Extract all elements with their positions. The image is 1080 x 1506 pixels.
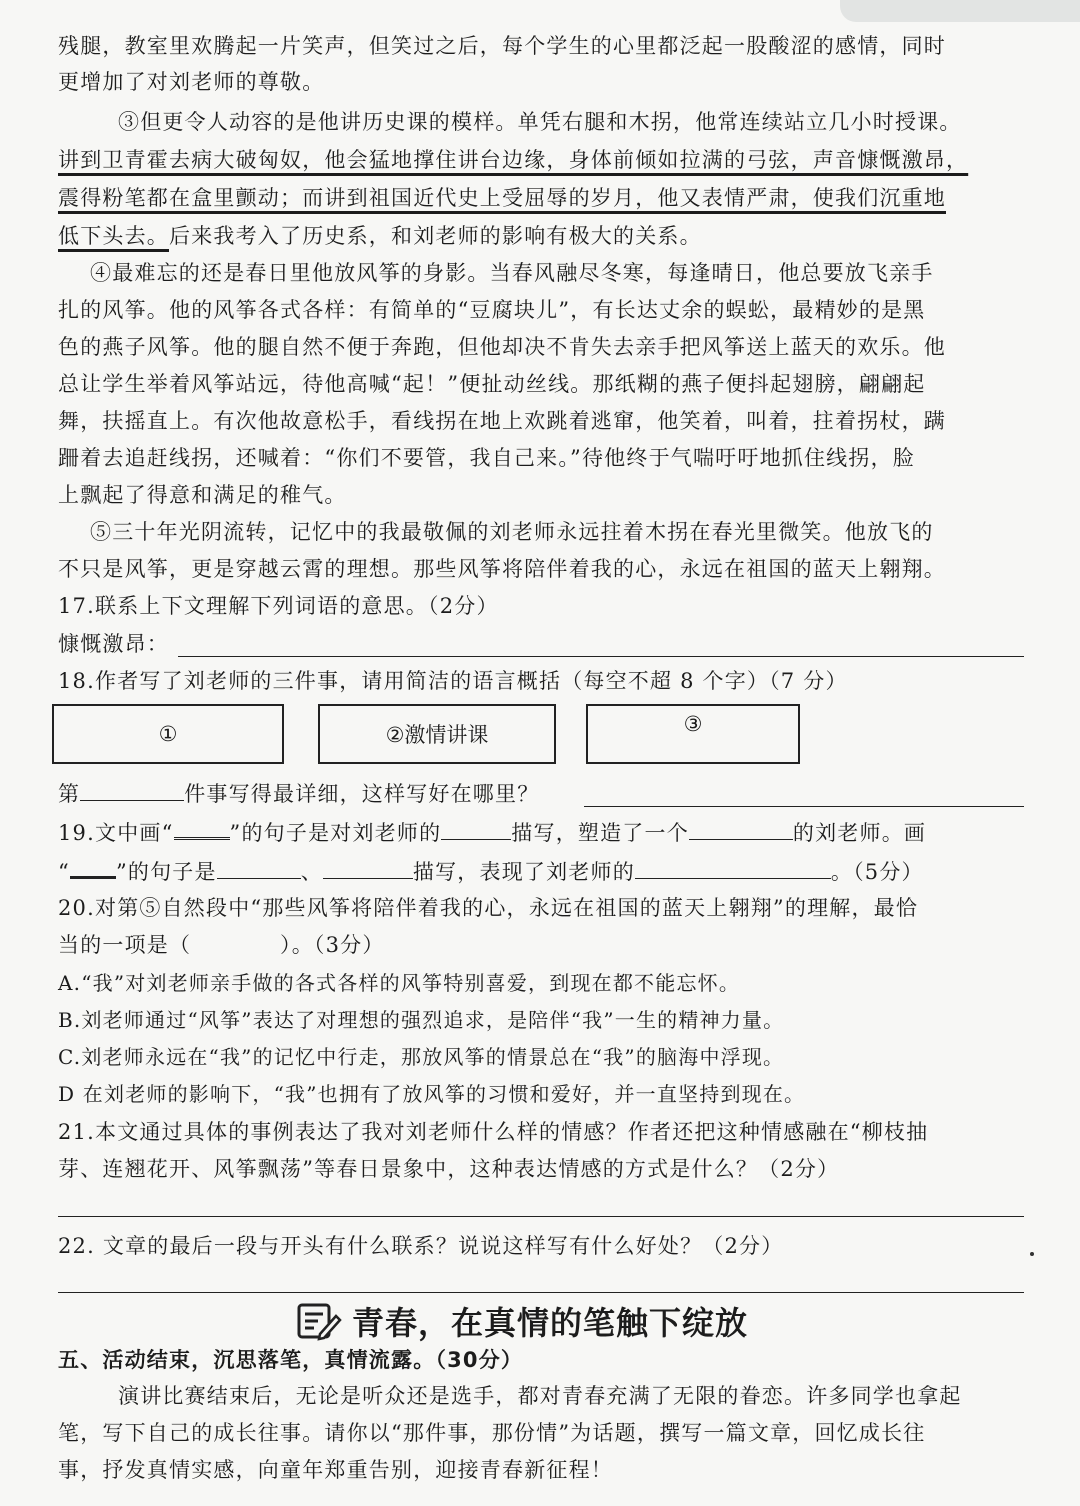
question-22: 22. 文章的最后一段与开头有什么联系？说说这样写有什么好处？（2分） [58, 1234, 784, 1258]
q19-text: 描写，表现了刘老师的 [412, 860, 635, 884]
q22-answer-line[interactable] [58, 1292, 1024, 1293]
passage-line: 更增加了对刘老师的尊敬。 [58, 70, 325, 94]
question-21: 21.本文通过具体的事例表达了我对刘老师什么样的情感？作者还把这种情感融在“柳枝抽 [58, 1120, 929, 1144]
stray-mark [1030, 1252, 1034, 1256]
q19-blank-1[interactable] [441, 819, 511, 840]
q18-answer-box-1[interactable] [52, 704, 284, 764]
passage-line: 色的燕子风筝。他的腿自然不便于奔跑，但他却决不肯失去亲手把风筝送上蓝天的欢乐。他 [58, 335, 946, 359]
option-c[interactable]: C.刘老师永远在“我”的记忆中行走，那放风筝的情景总在“我”的脑海中浮现。 [58, 1045, 785, 1069]
q18-answer-box-2[interactable] [318, 704, 556, 764]
underlined-sentence: 低下头去。 [58, 224, 169, 248]
q18b-text: 件事写得最详细，这样写好在哪里？ [184, 782, 540, 806]
prompt-line: 演讲比赛结束后，无论是听众还是选手，都对青春充满了无限的眷恋。许多同学也拿起 [118, 1384, 962, 1408]
passage-line: 跚着去追赶线拐，还喊着：“你们不要管，我自己来。”待他终于气喘吁吁地抓住线拐，脸 [58, 446, 915, 470]
question-17: 17.联系上下文理解下列词语的意思。（2分） [58, 594, 499, 618]
question-18: 18.作者写了刘老师的三件事，请用简洁的语言概括（每空不超 8 个字）（7 分） [58, 669, 848, 693]
option-d[interactable]: D 在刘老师的影响下，“我”也拥有了放风筝的习惯和爱好，并一直坚持到现在。 [58, 1082, 806, 1106]
option-b[interactable]: B.刘老师通过“风筝”表达了对理想的强烈追求，是陪伴“我”一生的精神力量。 [58, 1008, 785, 1032]
passage-line: 上飘起了得意和满足的稚气。 [58, 483, 347, 507]
q19-double-underline-sample [174, 817, 230, 840]
prompt-line: 事，抒发真情实感，向童年郑重告别，迎接青春新征程！ [58, 1458, 613, 1482]
q18-answer-box-3[interactable] [586, 704, 800, 764]
writing-pad-icon [296, 1301, 342, 1341]
q19-blank-4[interactable] [323, 858, 413, 879]
question-20: 20.对第⑤自然段中“那些风筝将陪伴着我的心，永远在祖国的蓝天上翱翔”的理解，最恰 [58, 896, 919, 920]
passage-line: ⑤三十年光阴流转，记忆中的我最敬佩的刘老师永远拄着木拐在春光里微笑。他放飞的 [90, 520, 934, 544]
passage-line: ④最难忘的还是春日里他放风筝的身影。当春风融尽冬寒，每逢晴日，他总要放飞亲手 [90, 261, 934, 285]
q18b-blank[interactable] [80, 780, 184, 801]
q18b-prefix: 第 [58, 782, 81, 806]
q21-answer-line[interactable] [58, 1216, 1024, 1217]
passage-text: 后来我考入了历史系，和刘老师的影响有极大的关系。 [169, 224, 702, 248]
q19-text: 19.文中画“ [58, 821, 174, 845]
q17-answer-line[interactable] [178, 656, 1024, 657]
underlined-sentence: 讲到卫青霍去病大破匈奴，他会猛地撑住讲台边缘，身体前倾如拉满的弓弦，声音慷慨激昂， [58, 148, 969, 172]
q19-text: 的刘老师。画 [792, 821, 927, 845]
passage-line: 残腿，教室里欢腾起一片笑声，但笑过之后，每个学生的心里都泛起一股酸涩的感情，同时 [58, 34, 946, 58]
prompt-line: 笔，写下自己的成长往事。请你以“那件事，那份情”为话题，撰写一篇文章，回忆成长往 [58, 1421, 926, 1445]
q19-single-underline-sample [70, 856, 116, 879]
box-label: ③ [683, 712, 703, 736]
passage-line: ③但更令人动容的是他讲历史课的模样。单凭右腿和木拐，他常连续站立几小时授课。 [118, 110, 962, 134]
q18-followup [58, 780, 539, 808]
underlined-sentence: 震得粉笔都在盒里颤动；而讲到祖国近代史上受屈辱的岁月，他又表情严肃，使我们沉重地 [58, 186, 946, 210]
q19-text: “ [58, 860, 70, 884]
passage-line: 总让学生举着风筝站远，待他高喊“起！”便扯动丝线。那纸糊的燕子便抖起翅膀，翩翩起 [58, 372, 926, 396]
box-label: ②激情讲课 [385, 723, 489, 747]
section-heading: 五、活动结束，沉思落笔，真情流露。（30分） [58, 1348, 524, 1372]
passage-line: 舞，扶摇直上。有次他故意松手，看线拐在地上欢跳着逃窜，他笑着，叫着，拄着拐杖，蹒 [58, 409, 946, 433]
q18b-answer-line[interactable] [584, 806, 1024, 807]
q17-term: 慷慨激昂： [58, 632, 169, 656]
q19-blank-2[interactable] [689, 819, 793, 840]
page-corner-tab [840, 0, 1080, 22]
question-19 [58, 817, 926, 847]
passage-line: 不只是风筝，更是穿越云霄的理想。那些风筝将陪伴着我的心，永远在祖国的蓝天上翱翔。 [58, 557, 946, 581]
section-title [296, 1296, 748, 1346]
option-a[interactable]: A.“我”对刘老师亲手做的各式各样的风筝特别喜爱，到现在都不能忘怀。 [58, 971, 741, 995]
passage-line [58, 222, 702, 250]
q19-text: 。（5分） [830, 860, 924, 884]
question-20-cont: 当的一项是（ ）。（3分） [58, 933, 385, 957]
q19-text: ”的句子是对刘老师的 [229, 821, 442, 845]
box-label: ① [158, 722, 178, 746]
q19-blank-5[interactable] [635, 858, 831, 879]
q19-text: 、 [300, 860, 323, 884]
question-19-cont [58, 856, 924, 886]
section-title-text: 青春，在真情的笔触下绽放 [352, 1304, 749, 1342]
q19-text: ”的句子是 [115, 860, 217, 884]
q19-blank-3[interactable] [217, 858, 301, 879]
q19-text: 描写，塑造了一个 [511, 821, 689, 845]
question-21-cont: 芽、连翘花开、风筝飘荡”等春日景象中，这种表达情感的方式是什么？（2分） [58, 1157, 840, 1181]
passage-line: 扎的风筝。他的风筝各式各样：有简单的“豆腐块儿”，有长达丈余的蜈蚣，最精妙的是黑 [58, 298, 926, 322]
